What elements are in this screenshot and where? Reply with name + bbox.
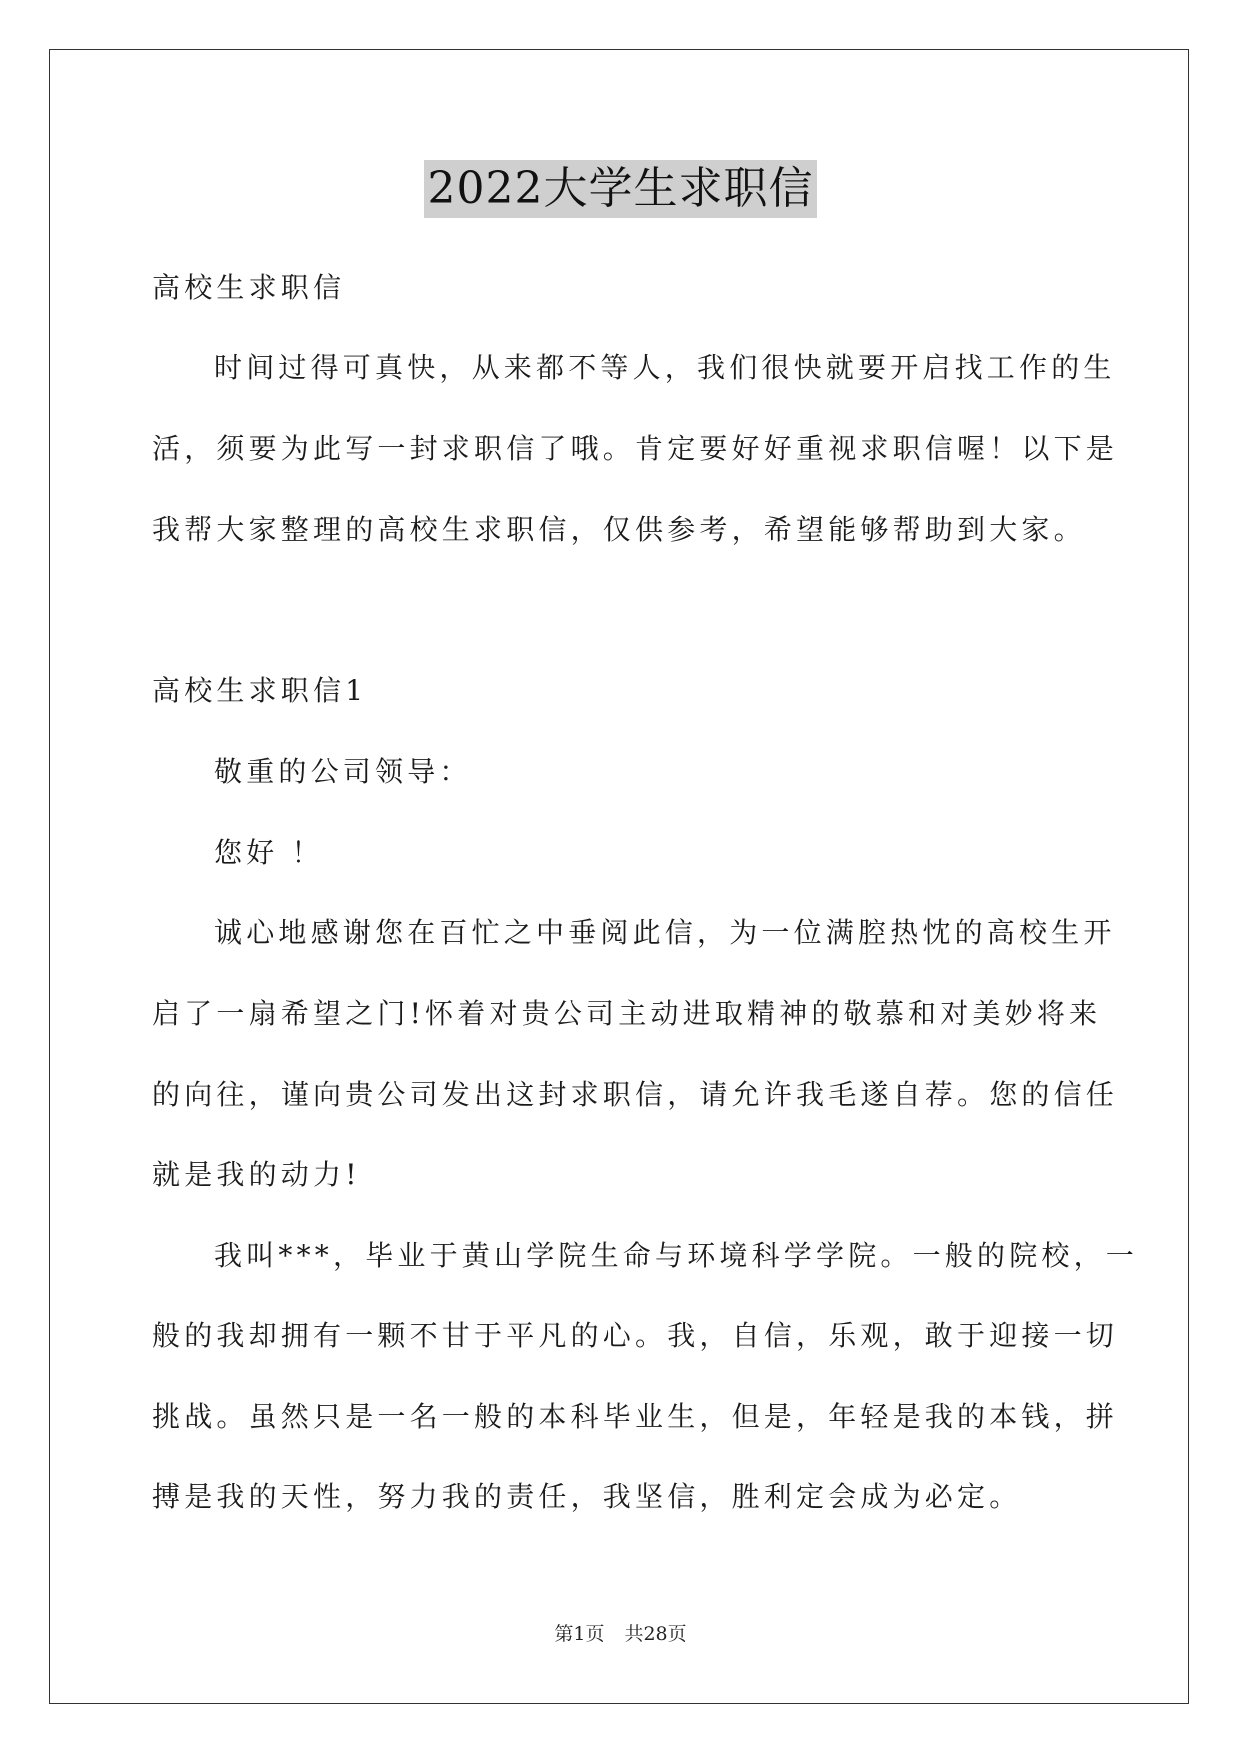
paragraph-line: 挑战。虽然只是一名一般的本科毕业生，但是，年轻是我的本钱，拼 [152,1400,1119,1433]
document-title: 2022大学生求职信 [424,160,818,218]
paragraph-line: 般的我却拥有一颗不甘于平凡的心。我，自信，乐观，敢于迎接一切 [152,1319,1119,1352]
paragraph-line: 搏是我的天性，努力我的责任，我坚信，胜利定会成为必定。 [152,1480,1022,1513]
greeting: 您好 ！ [214,836,324,869]
paragraph-line: 时间过得可真快，从来都不等人，我们很快就要开启找工作的生 [214,351,1116,384]
salutation: 敬重的公司领导： [214,755,472,788]
section-heading: 高校生求职信1 [152,674,368,707]
page-footer [0,1621,1241,1647]
paragraph-line: 启了一扇希望之门!怀着对贵公司主动进取精神的敬慕和对美妙将来 [152,997,1102,1030]
page-total: 共28页 [624,1623,687,1645]
page-number: 第1页 [554,1623,605,1645]
paragraph-line: 我叫***，毕业于黄山学院生命与环境科学学院。一般的院校，一 [214,1239,1139,1272]
section-heading: 高校生求职信 [152,271,346,304]
paragraph-line: 我帮大家整理的高校生求职信，仅供参考，希望能够帮助到大家。 [152,513,1086,546]
paragraph-line: 就是我的动力! [152,1158,361,1191]
paragraph-line: 活，须要为此写一封求职信了哦。肯定要好好重视求职信喔！以下是 [152,432,1119,465]
paragraph-line: 诚心地感谢您在百忙之中垂阅此信，为一位满腔热忱的高校生开 [214,916,1116,949]
paragraph-line: 的向往，谨向贵公司发出这封求职信，请允许我毛遂自荐。您的信任 [152,1078,1119,1111]
title-container [0,160,1241,218]
